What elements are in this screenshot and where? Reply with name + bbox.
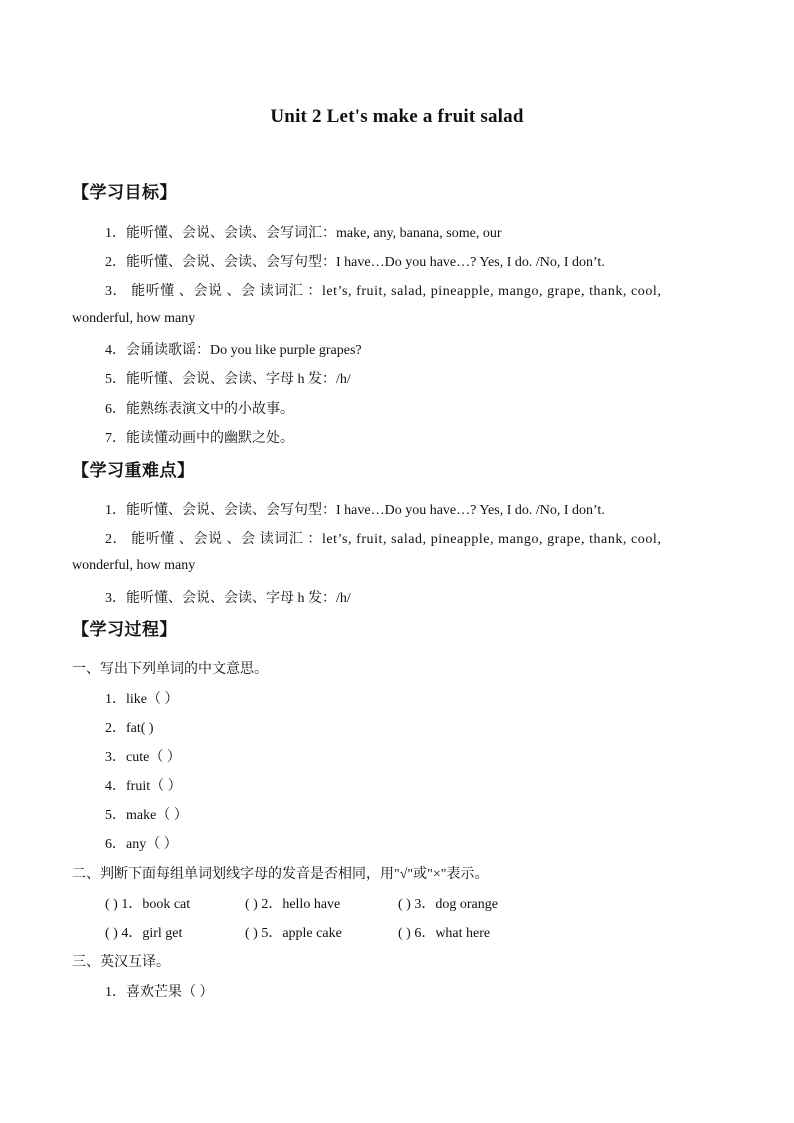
part2-question-4: ( ) 4．girl get: [105, 926, 183, 941]
page-title: Unit 2 Let's make a fruit salad: [270, 106, 524, 127]
part1-item-3: 3．cute（ ）: [105, 750, 181, 765]
objective-item-2: 2．能听懂、会说、会读、会写句型：I have…Do you have…? Yes, I do. /No, I don’t.: [105, 255, 605, 270]
objective-item-3: 3． 能听懂 、会说 、会 读词汇 ：let’s, fruit, salad, pineapple, mango, grape, thank, cool,: [105, 284, 662, 299]
part1-title: 一、写出下列单词的中文意思。: [72, 662, 268, 677]
objectives-heading: 【学习目标】: [72, 183, 177, 203]
objective-item-5: 5．能听懂、会说、会读、字母 h 发：/h/: [105, 372, 351, 387]
process-heading: 【学习过程】: [72, 620, 177, 640]
key-points-heading: 【学习重难点】: [72, 461, 195, 481]
part1-item-5: 5．make（ ）: [105, 808, 188, 823]
part3-title: 三、英汉互译。: [72, 955, 170, 970]
part2-question-2: ( ) 2．hello have: [245, 897, 341, 912]
objective-item-6: 6．能熟练表演文中的小故事。: [105, 402, 294, 417]
objective-item-1: 1．能听懂、会说、会读、会写词汇：make, any, banana, some, our: [105, 226, 502, 241]
key-point-item-3: 3．能听懂、会说、会读、字母 h 发：/h/: [105, 591, 351, 606]
part1-item-6: 6．any（ ）: [105, 837, 178, 852]
part3-item-1: 1．喜欢芒果（ ）: [105, 985, 214, 1000]
part2-title: 二、判断下面每组单词划线字母的发音是否相同，用"√"或"×"表示。: [72, 867, 489, 882]
key-point-item-1: 1．能听懂、会说、会读、会写句型：I have…Do you have…? Yes, I do. /No, I don’t.: [105, 503, 605, 518]
objective-item-4: 4．会诵读歌谣：Do you like purple grapes?: [105, 343, 362, 358]
part1-item-2: 2．fat( ): [105, 721, 154, 736]
key-point-item-2-continued: wonderful, how many: [72, 558, 196, 573]
part1-item-1: 1．like（ ）: [105, 692, 179, 707]
objective-item-3-continued: wonderful, how many: [72, 311, 196, 326]
part2-question-1: ( ) 1．book cat: [105, 897, 191, 912]
objective-item-7: 7．能读懂动画中的幽默之处。: [105, 431, 294, 446]
key-point-item-2: 2． 能听懂 、会说 、会 读词汇 ：let’s, fruit, salad, pineapple, mango, grape, thank, cool,: [105, 532, 662, 547]
part1-item-4: 4．fruit（ ）: [105, 779, 182, 794]
part2-question-5: ( ) 5．apple cake: [245, 926, 342, 941]
part2-question-3: ( ) 3．dog orange: [398, 897, 498, 912]
part2-question-6: ( ) 6．what here: [398, 926, 491, 941]
